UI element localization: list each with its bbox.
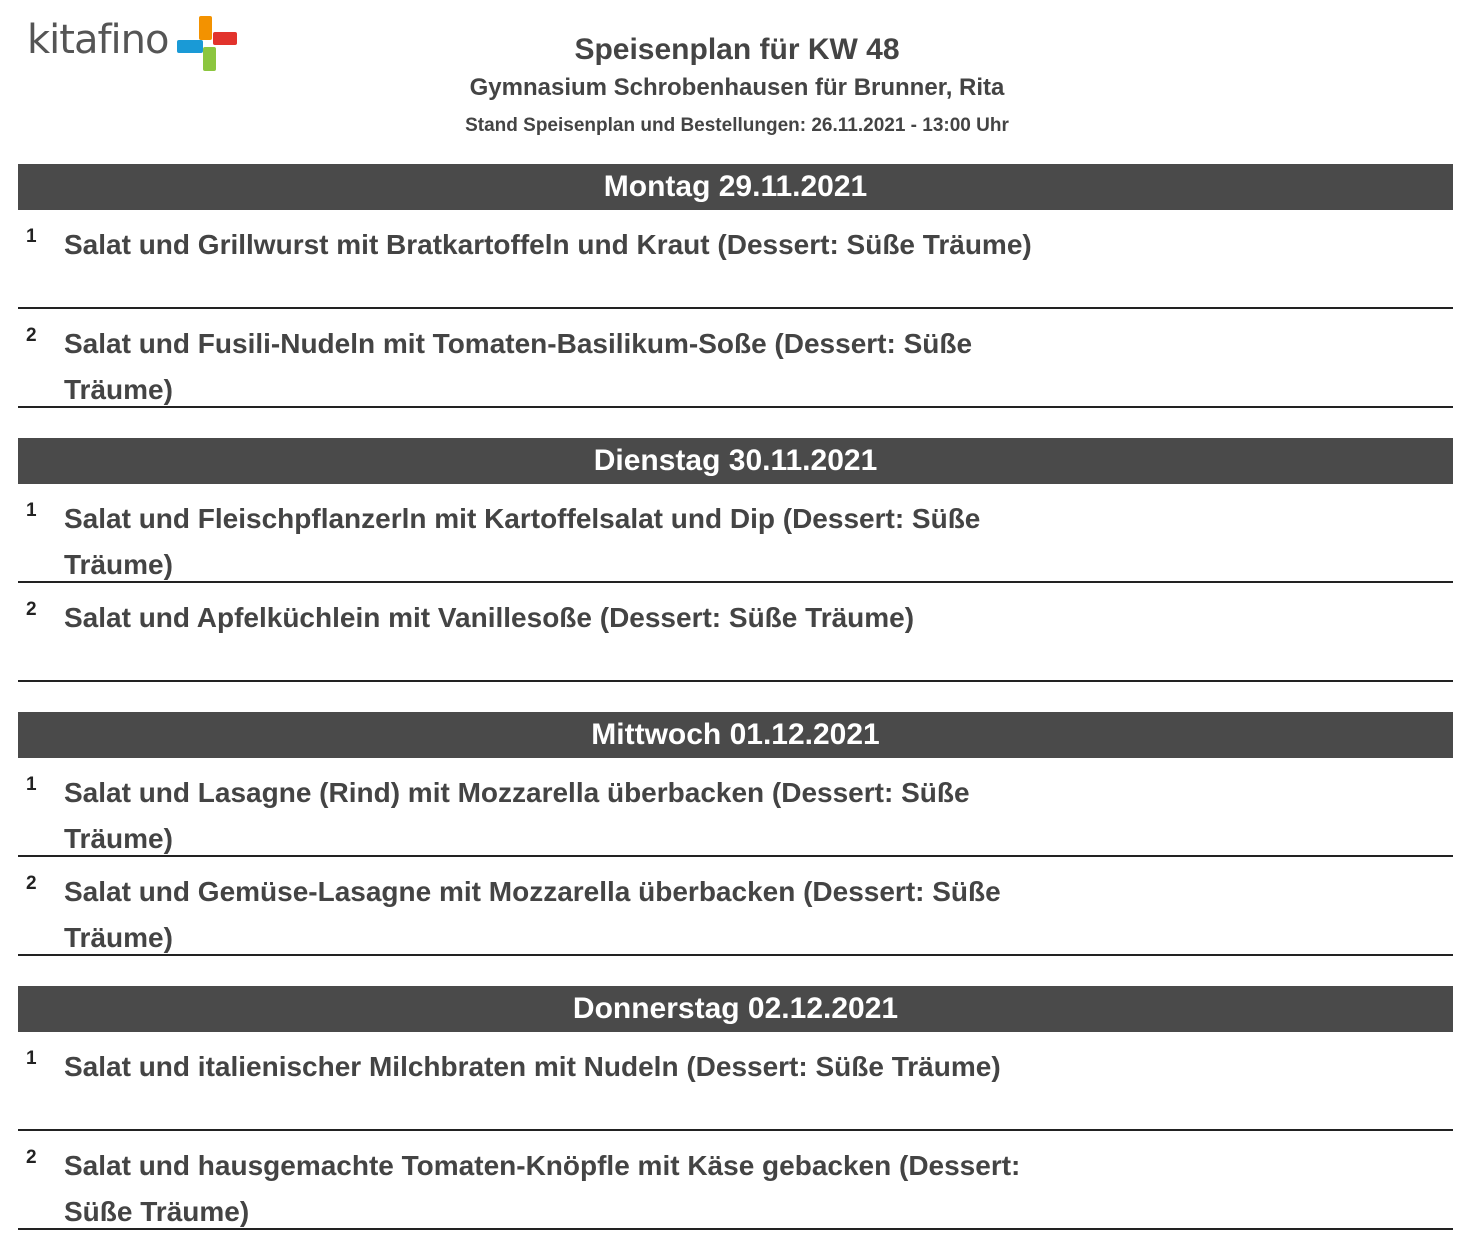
day-tuesday [18,438,1453,682]
day-header: Montag 29.11.2021 [18,164,1453,210]
day-wednesday [18,712,1453,956]
meal-row [18,1032,1453,1131]
meal-number: 1 [26,500,37,521]
meal-row [18,484,1453,583]
meal-text: Salat und Grillwurst mit Bratkartoffeln und Kraut (Dessert: Süße Träume) [64,229,1032,260]
meal-text: Salat und Fleischpflanzerln mit Kartoffelsalat und Dip (Dessert: Süße Träume) [64,503,981,580]
meal-number: 1 [26,774,37,795]
meal-row [18,210,1453,309]
meal-number: 1 [26,226,37,247]
meal-row [18,857,1453,956]
page-title: Speisenplan für KW 48 [574,33,900,66]
page-header [0,30,1474,146]
meal-text: Salat und italienischer Milchbraten mit Nudeln (Dessert: Süße Träume) [64,1051,1001,1082]
meal-text: Salat und Fusili-Nudeln mit Tomaten-Basilikum-Soße (Dessert: Süße Träume) [64,328,973,405]
meal-number: 1 [26,1048,37,1069]
meal-row [18,1131,1453,1230]
meal-number: 2 [26,599,37,620]
day-monday [18,164,1453,408]
meal-number: 2 [26,873,37,894]
meal-text: Salat und Apfelküchlein mit Vanillesoße (Dessert: Süße Träume) [64,602,915,633]
meal-text: Salat und hausgemachte Tomaten-Knöpfle mit Käse gebacken (Dessert: Süße Träume) [64,1150,1021,1227]
meal-number: 2 [26,1147,37,1168]
meal-text: Salat und Lasagne (Rind) mit Mozzarella überbacken (Dessert: Süße Träume) [64,777,970,854]
meal-row [18,309,1453,408]
menu-days [18,164,1453,1260]
meal-row [18,583,1453,682]
day-header: Dienstag 30.11.2021 [18,438,1453,484]
meal-row [18,758,1453,857]
day-header: Donnerstag 02.12.2021 [18,986,1453,1032]
day-header: Mittwoch 01.12.2021 [18,712,1453,758]
day-thursday [18,986,1453,1230]
page-subtitle: Gymnasium Schrobenhausen für Brunner, Rita [469,74,1005,101]
meal-number: 2 [26,325,37,346]
logo-text: kitafino [27,17,169,63]
meal-text: Salat und Gemüse-Lasagne mit Mozzarella überbacken (Dessert: Süße Träume) [64,876,1001,953]
status-timestamp: Stand Speisenplan und Bestellungen: 26.11.2021 - 13:00 Uhr [465,115,1009,136]
